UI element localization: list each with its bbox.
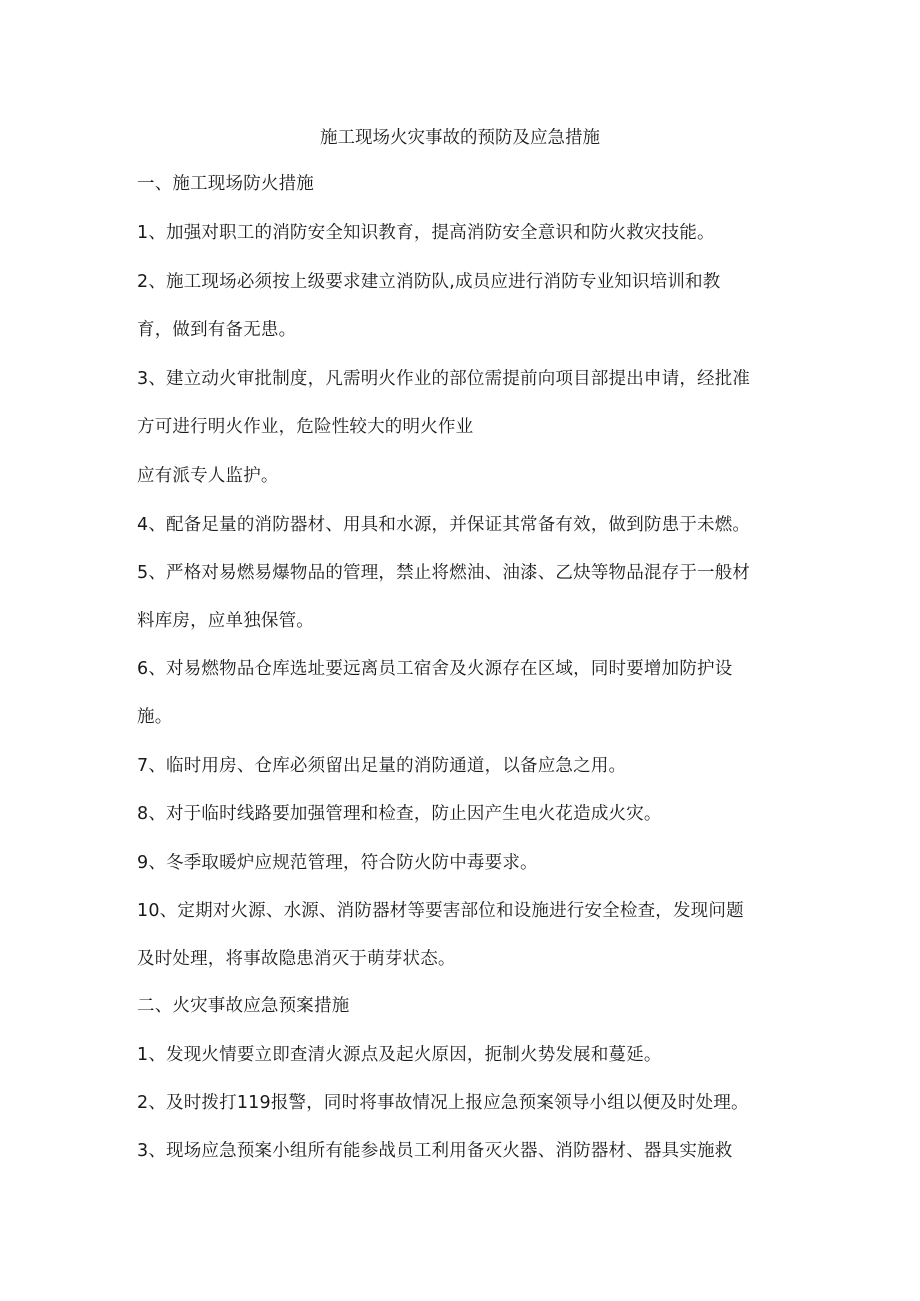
paragraph-line: 料库房，应单独保管。 — [137, 611, 314, 631]
paragraph-line: 4、配备足量的消防器材、用具和水源，并保证其常备有效，做到防患于未燃。 — [137, 515, 751, 535]
paragraph-line: 及时处理，将事故隐患消灭于萌芽状态。 — [137, 949, 456, 969]
paragraph-line: 6、对易燃物品仓库选址要远离员工宿舍及火源存在区域，同时要增加防护设 — [137, 659, 733, 679]
paragraph-line: 育，做到有备无患。 — [137, 320, 297, 340]
paragraph-line: 7、临时用房、仓库必须留出足量的消防通道，以备应急之用。 — [137, 756, 627, 776]
paragraph-line: 3、现场应急预案小组所有能参战员工利用备灭火器、消防器材、器具实施救 — [137, 1141, 733, 1161]
section-heading-2: 二、火灾事故应急预案措施 — [137, 996, 350, 1016]
paragraph-line: 8、对于临时线路要加强管理和检查，防止因产生电火花造成火灾。 — [137, 804, 662, 824]
paragraph-line: 5、严格对易燃易爆物品的管理，禁止将燃油、油漆、乙炔等物品混存于一般材 — [137, 563, 751, 583]
document-title: 施工现场火灾事故的预防及应急措施 — [320, 128, 600, 148]
paragraph-line: 应有派专人监护。 — [137, 466, 279, 486]
paragraph-line: 3、建立动火审批制度，凡需明火作业的部位需提前向项目部提出申请，经批准 — [137, 369, 751, 389]
paragraph-line: 2、施工现场必须按上级要求建立消防队,成员应进行消防专业知识培训和教 — [137, 272, 721, 292]
paragraph-line: 2、及时拨打119报警，同时将事故情况上报应急预案领导小组以便及时处理。 — [137, 1093, 749, 1113]
paragraph-line: 1、加强对职工的消防安全知识教育，提高消防安全意识和防火救灾技能。 — [137, 223, 715, 243]
paragraph-line: 方可进行明火作业，危险性较大的明火作业 — [137, 417, 474, 437]
section-heading-1: 一、施工现场防火措施 — [137, 174, 314, 194]
paragraph-line: 施。 — [137, 707, 173, 727]
paragraph-line: 9、冬季取暖炉应规范管理，符合防火防中毒要求。 — [137, 853, 538, 873]
paragraph-line: 1、发现火情要立即查清火源点及起火原因，扼制火势发展和蔓延。 — [137, 1045, 662, 1065]
paragraph-line: 10、定期对火源、水源、消防器材等要害部位和设施进行安全检查，发现问题 — [137, 901, 744, 921]
